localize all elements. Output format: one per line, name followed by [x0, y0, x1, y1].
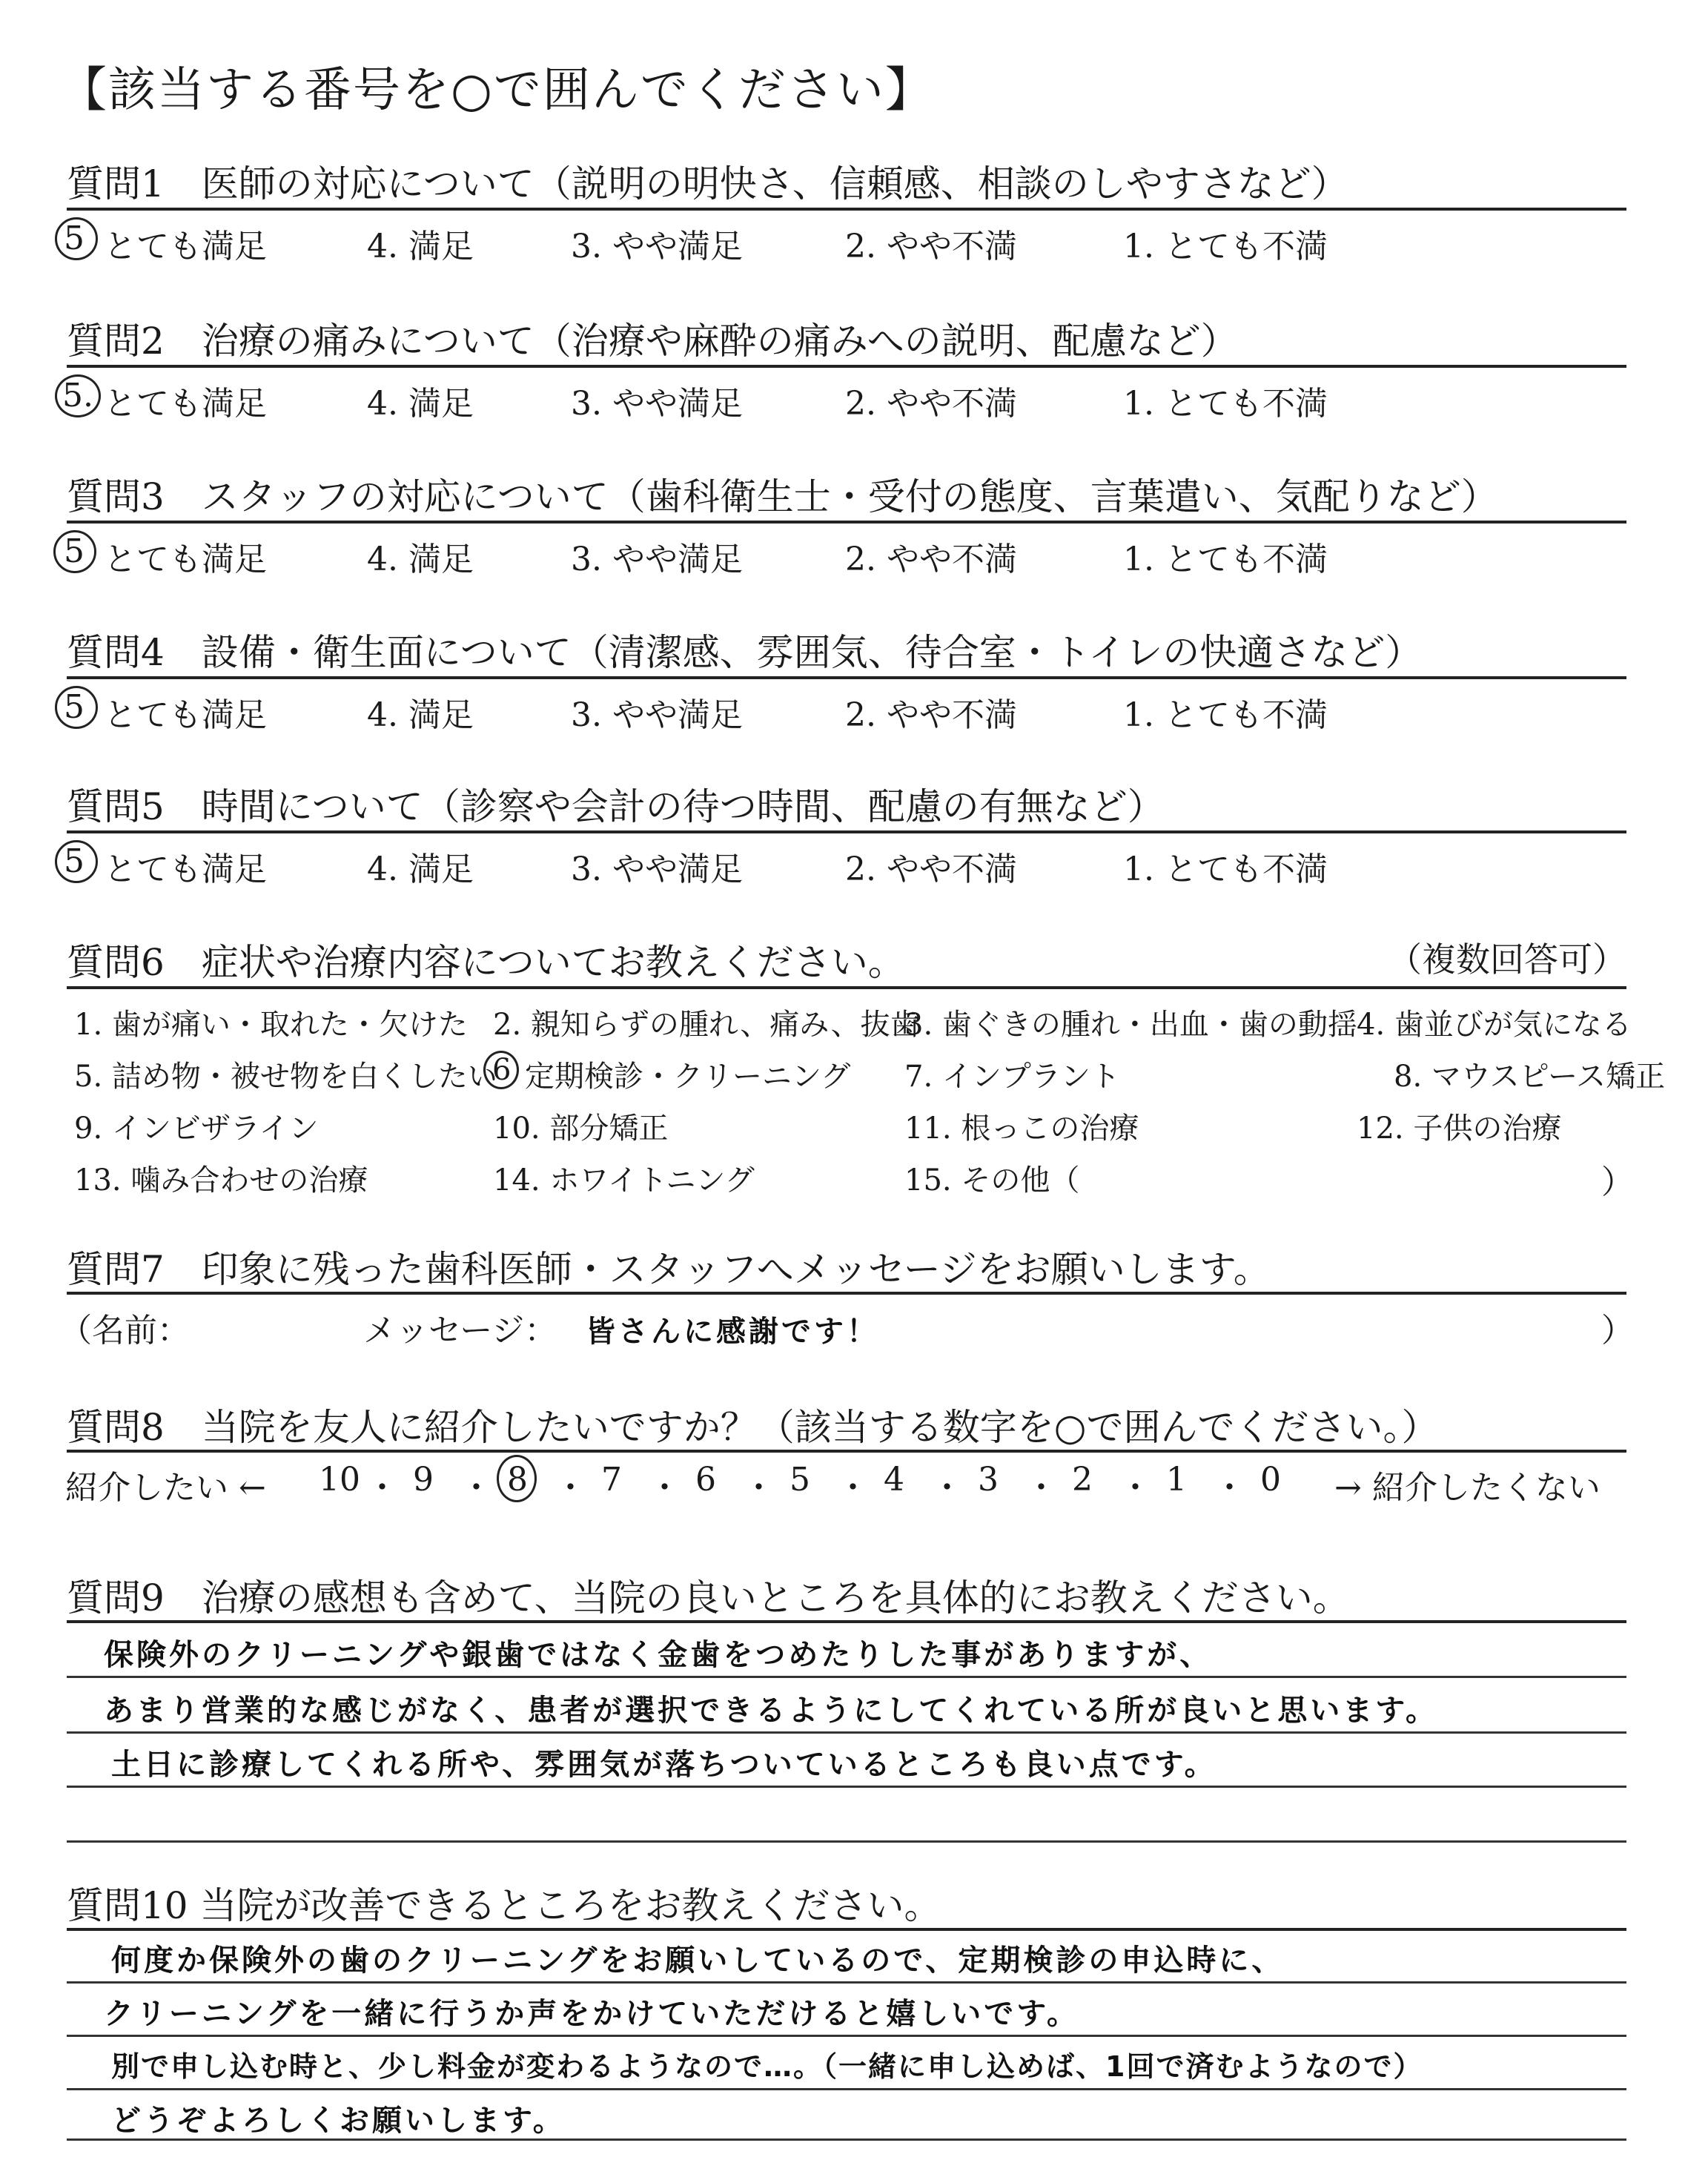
q9-title: 質問9 治療の感想も含めて、当院の良いところを具体的にお教えください。 — [67, 1576, 1350, 1619]
q9-answer-line-1[interactable]: 保険外のクリーニングや銀歯ではなく金歯をつめたりした事がありますが、 — [104, 1638, 1213, 1672]
q8-scale-value-3[interactable]: 3 — [978, 1461, 999, 1499]
q4-option-3[interactable]: 3. やや満足 — [571, 696, 743, 734]
q7-message-label: メッセージ： — [363, 1312, 557, 1350]
q7-title: 質問7 印象に残った歯科医師・スタッフへメッセージをお願いします。 — [67, 1248, 1271, 1291]
q3-option-5[interactable]: とても満足 — [104, 541, 267, 578]
q10-answer-rule-4 — [67, 2138, 1626, 2141]
q4-option-1[interactable]: 1. とても不満 — [1123, 696, 1328, 734]
q3-title: 質問3 スタッフの対応について（歯科衛生士・受付の態度、言葉遣い、気配りなど） — [67, 475, 1498, 518]
q10-answer-line-1[interactable]: 何度か保険外の歯のクリーニングをお願いしているので、定期検診の申込時に、 — [111, 1943, 1285, 1978]
q6-item-9[interactable]: 9. インビザライン — [74, 1112, 319, 1146]
q8-scale-separator: ・ — [1213, 1469, 1246, 1507]
q8-rule — [67, 1450, 1626, 1453]
q6-item-3[interactable]: 3. 歯ぐきの腫れ・出血・歯の動揺 — [904, 1008, 1357, 1042]
q6-item-6-number[interactable]: 6 — [492, 1053, 512, 1087]
q6-item-2[interactable]: 2. 親知らずの腫れ、痛み、抜歯 — [493, 1008, 920, 1042]
q8-right-label: → 紹介したくない — [1334, 1469, 1601, 1507]
q7-rule — [67, 1292, 1626, 1295]
q1-option-2[interactable]: 2. やや不満 — [845, 228, 1017, 265]
q9-answer-rule-2 — [67, 1731, 1626, 1734]
q5-option-4[interactable]: 4. 満足 — [367, 851, 474, 888]
q4-option-5-number[interactable]: 5 — [64, 688, 85, 726]
form-header: 【該当する番号を○で囲んでください】 — [59, 63, 934, 118]
q2-option-5-number[interactable]: 5. — [62, 377, 93, 415]
q8-title: 質問8 当院を友人に紹介したいですか？（該当する数字を○で囲んでください。） — [67, 1406, 1439, 1449]
q5-rule — [67, 830, 1626, 833]
q6-item-5[interactable]: 5. 詰め物・被せ物を白くしたい — [74, 1060, 497, 1094]
q6-item-6-label[interactable]: 定期検診・クリーニング — [525, 1060, 851, 1094]
q10-answer-rule-1 — [67, 1981, 1626, 1984]
q9-answer-line-3[interactable]: 土日に診療してくれる所や、雰囲気が落ちついているところも良い点です。 — [111, 1748, 1217, 1782]
q6-item-14[interactable]: 14. ホワイトニング — [493, 1163, 755, 1198]
q9-rule — [67, 1620, 1626, 1623]
q5-option-5[interactable]: とても満足 — [104, 851, 267, 888]
q8-scale-value-4[interactable]: 4 — [884, 1461, 904, 1499]
q7-close-paren: ） — [1601, 1312, 1634, 1350]
q3-rule — [67, 521, 1626, 524]
q8-scale-value-1[interactable]: 1 — [1166, 1461, 1187, 1499]
q4-title: 質問4 設備・衛生面について（清潔感、雰囲気、待合室・トイレの快適さなど） — [67, 631, 1423, 674]
q8-scale-value-0[interactable]: 0 — [1260, 1461, 1281, 1499]
q4-option-4[interactable]: 4. 満足 — [367, 696, 474, 734]
q8-left-label: 紹介したい ← — [65, 1469, 266, 1507]
q6-item-11[interactable]: 11. 根っこの治療 — [904, 1112, 1139, 1146]
q9-answer-rule-4 — [67, 1840, 1626, 1843]
q8-scale-separator: ・ — [365, 1469, 399, 1507]
q4-option-5[interactable]: とても満足 — [104, 696, 267, 734]
q7-message-text[interactable]: 皆さんに感謝です！ — [586, 1315, 879, 1349]
q2-option-2[interactable]: 2. やや不満 — [845, 385, 1017, 423]
q2-title: 質問2 治療の痛みについて（治療や麻酔の痛みへの説明、配慮など） — [67, 320, 1238, 363]
q10-title: 質問10 当院が改善できるところをお教えください。 — [67, 1884, 941, 1927]
q6-item-12[interactable]: 12. 子供の治療 — [1357, 1112, 1562, 1146]
q6-other-close-paren: ） — [1601, 1163, 1634, 1201]
q2-option-4[interactable]: 4. 満足 — [367, 385, 474, 423]
q8-scale-value-6[interactable]: 6 — [695, 1461, 716, 1499]
q5-title: 質問5 時間について（診察や会計の待つ時間、配慮の有無など） — [67, 785, 1165, 828]
q8-selected-circle-mark — [497, 1455, 537, 1502]
q6-rule — [67, 986, 1626, 989]
q6-item-15[interactable]: 15. その他（ — [904, 1163, 1080, 1198]
q10-answer-rule-3 — [67, 2088, 1626, 2090]
q6-multiple-answers-note: （複数回答可） — [1388, 939, 1626, 980]
q8-scale-value-7[interactable]: 7 — [601, 1461, 622, 1499]
q2-option-1[interactable]: 1. とても不満 — [1123, 385, 1328, 423]
q2-rule — [67, 365, 1626, 368]
q10-rule — [67, 1928, 1626, 1931]
q10-answer-line-2[interactable]: クリーニングを一緒に行うか声をかけていただけると嬉しいです。 — [104, 1997, 1079, 2031]
q8-scale-value-2[interactable]: 2 — [1072, 1461, 1093, 1499]
q1-option-5-number[interactable]: 5 — [64, 219, 85, 257]
q1-option-3[interactable]: 3. やや満足 — [571, 228, 743, 265]
q3-option-2[interactable]: 2. やや不満 — [845, 541, 1017, 578]
q8-scale-value-8[interactable]: 8 — [507, 1461, 528, 1499]
q5-option-5-number[interactable]: 5 — [64, 842, 85, 880]
q3-option-5-number[interactable]: 5 — [64, 532, 85, 570]
q8-scale-separator: ・ — [1119, 1469, 1152, 1507]
q2-option-3[interactable]: 3. やや満足 — [571, 385, 743, 423]
q6-item-13[interactable]: 13. 噛み合わせの治療 — [74, 1163, 368, 1198]
q9-answer-line-2[interactable]: あまり営業的な感じがなく、患者が選択できるようにしてくれている所が良いと思います。 — [104, 1694, 1438, 1728]
q7-name-label: （名前： — [59, 1312, 190, 1350]
q5-option-1[interactable]: 1. とても不満 — [1123, 851, 1328, 888]
q8-scale-separator: ・ — [742, 1469, 775, 1507]
q1-option-1[interactable]: 1. とても不満 — [1123, 228, 1328, 265]
q6-item-7[interactable]: 7. インプラント — [904, 1060, 1120, 1094]
q3-option-4[interactable]: 4. 満足 — [367, 541, 474, 578]
q8-scale-separator: ・ — [1025, 1469, 1058, 1507]
q6-item-10[interactable]: 10. 部分矯正 — [493, 1112, 669, 1146]
q1-option-5[interactable]: とても満足 — [104, 228, 267, 265]
q8-scale-separator: ・ — [554, 1469, 587, 1507]
q8-scale-value-9[interactable]: 9 — [413, 1461, 434, 1499]
q9-answer-rule-3 — [67, 1786, 1626, 1788]
q9-answer-rule-1 — [67, 1676, 1626, 1678]
q8-scale-value-5[interactable]: 5 — [790, 1461, 810, 1499]
q8-scale-separator: ・ — [836, 1469, 870, 1507]
q10-answer-line-4[interactable]: どうぞよろしくお願いします。 — [111, 2104, 566, 2138]
q10-answer-rule-2 — [67, 2035, 1626, 2037]
q3-option-3[interactable]: 3. やや満足 — [571, 541, 743, 578]
q8-scale-value-10[interactable]: 10 — [319, 1461, 360, 1499]
q4-option-2[interactable]: 2. やや不満 — [845, 696, 1017, 734]
q8-scale-separator: ・ — [460, 1469, 493, 1507]
q8-scale-separator: ・ — [648, 1469, 681, 1507]
q5-option-2[interactable]: 2. やや不満 — [845, 851, 1017, 888]
q3-option-1[interactable]: 1. とても不満 — [1123, 541, 1328, 578]
q2-option-5[interactable]: とても満足 — [104, 385, 267, 423]
q1-title: 質問1 医師の対応について（説明の明快さ、信頼感、相談のしやすさなど） — [67, 162, 1348, 205]
q1-rule — [67, 208, 1626, 211]
q10-answer-line-3[interactable]: 別で申し込む時と、少し料金が変わるようなので…。（一緒に申し込めば、1回で済むようなので） — [111, 2050, 1423, 2083]
q8-scale-separator: ・ — [930, 1469, 964, 1507]
q6-title: 質問6 症状や治療内容についてお教えください。 — [67, 941, 905, 984]
q4-rule — [67, 676, 1626, 679]
q6-item-4[interactable]: 4. 歯並びが気になる — [1357, 1008, 1632, 1042]
q5-option-3[interactable]: 3. やや満足 — [571, 851, 743, 888]
q6-item-1[interactable]: 1. 歯が痛い・取れた・欠けた — [74, 1008, 468, 1042]
q6-item-8[interactable]: 8. マウスピース矯正 — [1394, 1060, 1666, 1094]
q1-option-4[interactable]: 4. 満足 — [367, 228, 474, 265]
